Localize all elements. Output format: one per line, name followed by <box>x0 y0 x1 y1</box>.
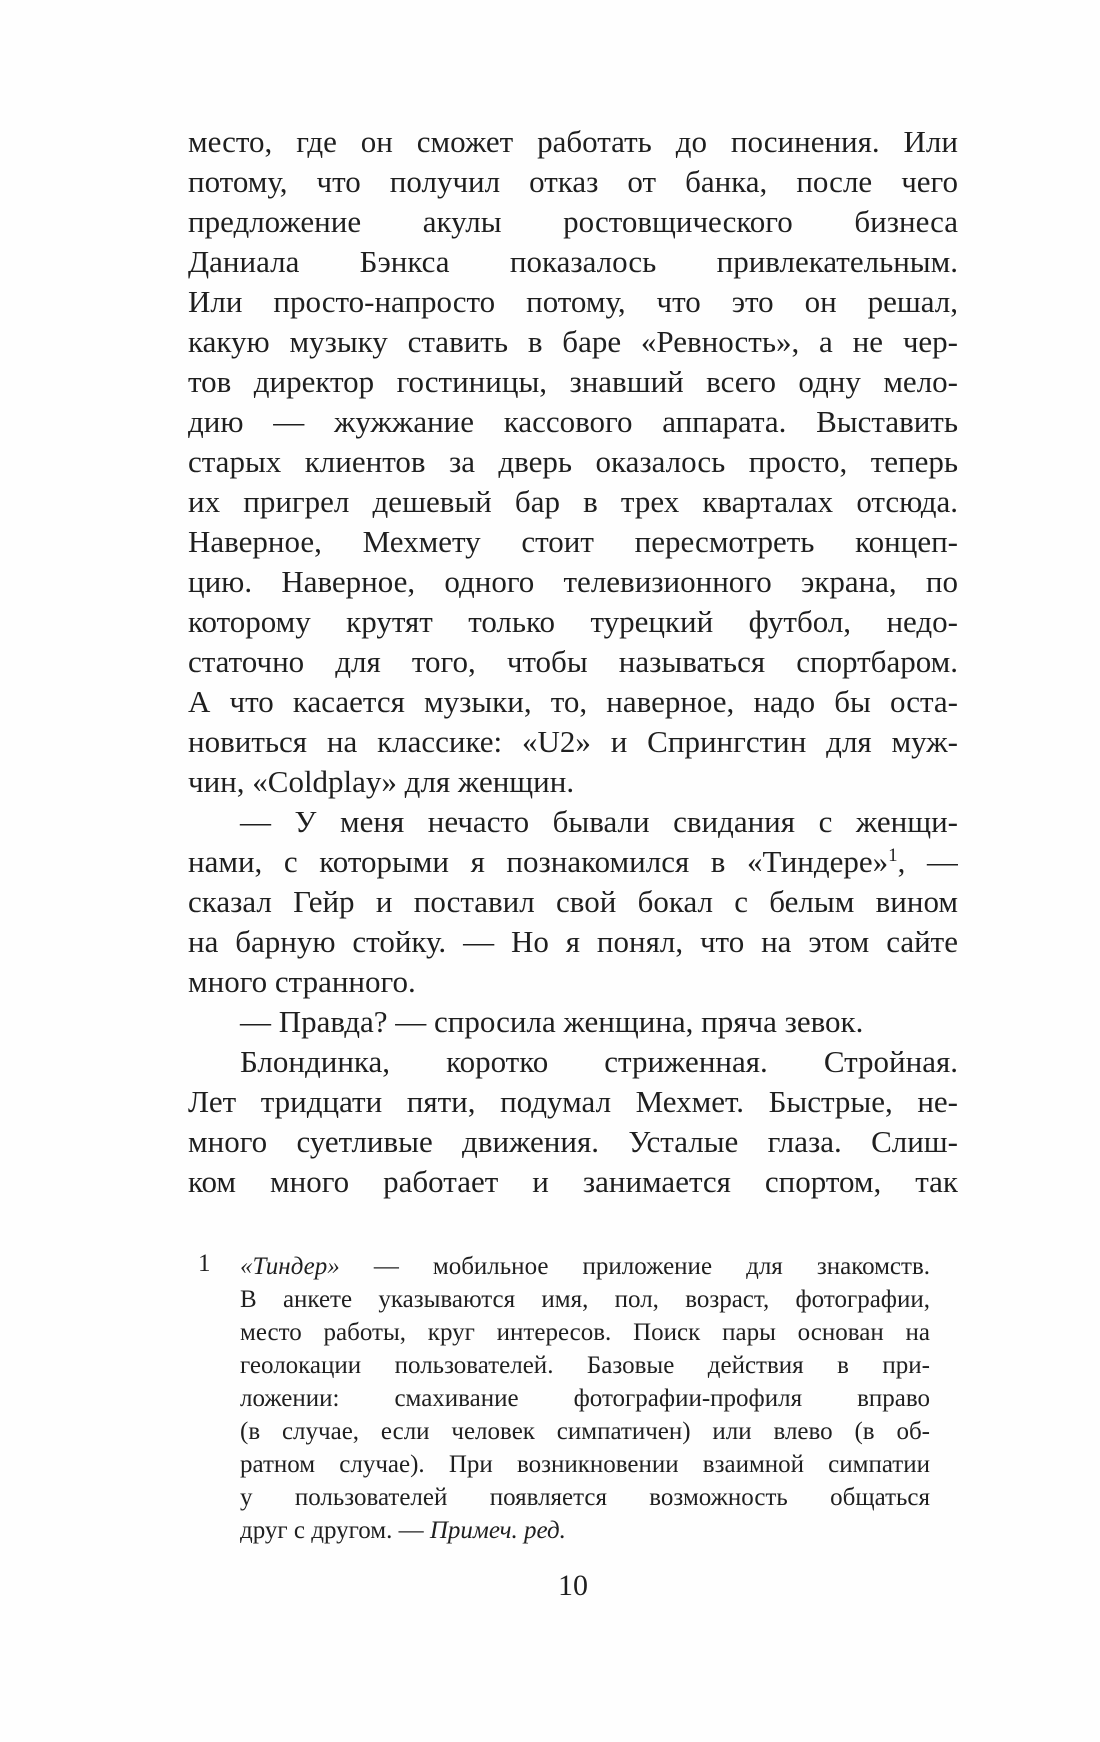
footnote-line <box>240 1514 930 1547</box>
footnote-line: В анкете указываются имя, пол, возраст, фотографии, <box>240 1286 930 1313</box>
text-line: статочно для того, чтобы называться спортбаром. <box>188 644 958 679</box>
footnote-line: ратном случае). При возникновении взаимной симпатии <box>240 1451 930 1478</box>
text-line: — Правда? — спросила женщина, пряча зевок. <box>240 1004 864 1039</box>
text-line: старых клиентов за дверь оказалось просто, теперь <box>188 444 958 479</box>
footnote-term: «Тиндер» <box>240 1253 340 1280</box>
text-line: какую музыку ставить в баре «Ревность», а не чер- <box>188 324 958 359</box>
text-line: дию — жужжание кассового аппарата. Выставить <box>188 404 958 439</box>
page-number: 10 <box>558 1569 588 1602</box>
footnote-text-segment: — мобильное приложение для знакомств. <box>339 1253 930 1280</box>
text-line: предложение акулы ростовщического бизнеса <box>188 204 958 239</box>
text-line: Наверное, Мехмету стоит пересмотреть концеп- <box>188 524 958 559</box>
text-line <box>188 842 958 882</box>
text-line: цию. Наверное, одного телевизионного экрана, по <box>188 564 958 599</box>
footnote-line: геолокации пользователей. Базовые действия в при- <box>240 1352 930 1379</box>
text-line-segment: нами, с которыми я познакомился в «Тиндере» <box>188 844 889 879</box>
text-line: которому крутят только турецкий футбол, недо- <box>188 604 958 639</box>
footnote-line: ложении: смахивание фотографии-профиля вправо <box>240 1385 930 1412</box>
text-line: чин, «Coldplay» для женщин. <box>188 764 575 799</box>
footnote-marker: 1 <box>198 1250 211 1277</box>
text-line: Блондинка, коротко стриженная. Стройная. <box>240 1044 958 1079</box>
footnote <box>188 1250 930 1547</box>
text-line: ком много работает и занимается спортом, так <box>188 1164 958 1199</box>
footnote-line: (в случае, если человек симпатичен) или влево (в об- <box>240 1418 930 1445</box>
footnote-line: место работы, круг интересов. Поиск пары основан на <box>240 1319 930 1346</box>
footnote-line: у пользователей появляется возможность общаться <box>240 1484 930 1511</box>
text-line: Или просто-напросто потому, что это он решал, <box>188 284 958 319</box>
text-line-segment: , — <box>897 844 958 879</box>
text-line: — У меня нечасто бывали свидания с женщи- <box>240 804 958 839</box>
footnote-reference: 1 <box>888 845 898 866</box>
text-line: сказал Гейр и поставил свой бокал с белым вином <box>188 884 958 919</box>
text-line: много странного. <box>188 964 416 999</box>
text-line: А что касается музыки, то, наверное, надо бы оста- <box>188 684 958 719</box>
text-line: потому, что получил отказ от банка, после чего <box>188 164 958 199</box>
text-line: место, где он сможет работать до посинения. Или <box>188 124 958 159</box>
text-line: тов директор гостиницы, знавший всего одну мело- <box>188 364 958 399</box>
footnote-text-segment: друг с другом. — <box>240 1517 430 1544</box>
text-line: на барную стойку. — Но я понял, что на этом сайте <box>188 924 958 959</box>
text-line: Лет тридцати пяти, подумал Мехмет. Быстрые, не- <box>188 1084 958 1119</box>
footnote-line <box>240 1250 930 1283</box>
text-line: новиться на классике: «U2» и Спрингстин для муж- <box>188 724 958 759</box>
text-line: Даниала Бэнкса показалось привлекательным. <box>188 244 958 279</box>
body-text-block <box>188 122 958 1202</box>
footnote-editor-note: Примеч. ред. <box>429 1517 566 1544</box>
text-line: много суетливые движения. Усталые глаза. Слиш- <box>188 1124 958 1159</box>
text-line: их пригрел дешевый бар в трех кварталах отсюда. <box>188 484 958 519</box>
